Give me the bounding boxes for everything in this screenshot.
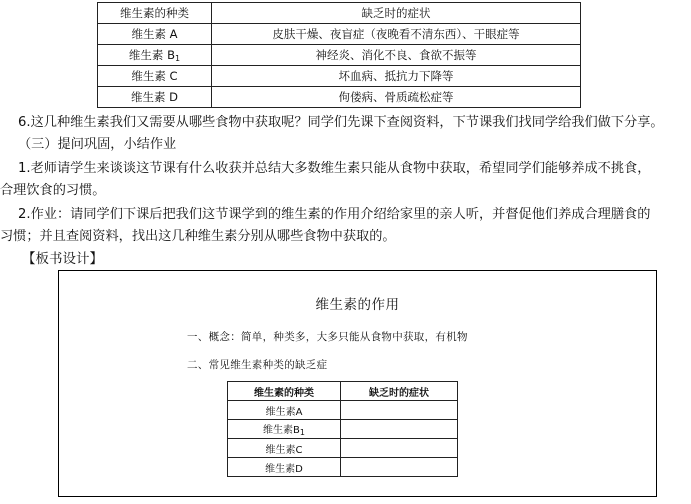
section-heading-3: （三）提问巩固，小结作业: [18, 137, 177, 152]
symptom-cell: 坏血病、抵抗力下降等: [212, 66, 581, 87]
column-header-type: 维生素的种类: [98, 3, 212, 24]
table-row: [228, 420, 458, 439]
table-header-row: [98, 3, 581, 24]
paragraph-1-line-2: 合理饮食的习惯。: [0, 183, 106, 198]
paragraph-2-line-2: 习惯；并且查阅资料，找出这几种维生素分别从哪些食物中获取的。: [0, 229, 396, 244]
table-row: [98, 45, 581, 66]
board-design-frame: [58, 270, 657, 497]
table-row: [228, 458, 458, 477]
board-vitamin-table: [227, 381, 458, 477]
paragraph-1-line-1: 1.老师请学生来谈谈这节课有什么收获并总结大多数维生素只能从食物中获取，希望同学们能够养成不挑食，: [18, 161, 651, 176]
vitamin-name-cell: 维生素 D: [98, 87, 212, 108]
symptom-cell: 佝偻病、骨质疏松症等: [212, 87, 581, 108]
empty-symptom-cell: [341, 458, 458, 477]
paragraph-2-line-1: 2.作业：请同学们下课后把我们这节课学到的维生素的作用介绍给家里的亲人听，并督促他们养成合理膳食的: [18, 207, 651, 222]
vitamin-name-cell: 维生素$B_1$: [228, 420, 341, 439]
table-row: [98, 87, 581, 108]
column-header-type: 维生素的种类: [228, 382, 341, 401]
column-header-symptom: 缺乏时的症状: [212, 3, 581, 24]
empty-symptom-cell: [341, 420, 458, 439]
vitamin-name-cell: 维生素 C: [98, 66, 212, 87]
vitamin-deficiency-table: [97, 2, 581, 108]
empty-symptom-cell: [341, 439, 458, 458]
board-title: 维生素的作用: [315, 297, 400, 313]
table-row: [98, 24, 581, 45]
board-line-deficiency: 二、常见维生素种类的缺乏症: [187, 359, 328, 371]
table-row: [228, 439, 458, 458]
symptom-cell: 神经炎、消化不良、食欲不振等: [212, 45, 581, 66]
column-header-symptom: 缺乏时的症状: [341, 382, 458, 401]
table-header-row: [228, 382, 458, 401]
empty-symptom-cell: [341, 401, 458, 420]
paragraph-6: 6.这几种维生素我们又需要从哪些食物中获取呢？同学们先课下查阅资料，下节课我们找同学给我们做下分享。: [18, 115, 664, 130]
vitamin-name-cell: 维生素D: [228, 458, 341, 477]
table-row: [98, 66, 581, 87]
vitamin-name-cell: 维生素 A: [98, 24, 212, 45]
board-design-heading: 【板书设计】: [22, 251, 103, 267]
vitamin-name-cell: 维生素A: [228, 401, 341, 420]
vitamin-name-cell: 维生素 $B_1$: [98, 45, 212, 66]
vitamin-name-cell: 维生素C: [228, 439, 341, 458]
table-row: [228, 401, 458, 420]
symptom-cell: 皮肤干燥、夜盲症（夜晚看不清东西）、干眼症等: [212, 24, 581, 45]
board-line-concept: 一、概念：简单，种类多，大多只能从食物中获取，有机物: [187, 331, 468, 343]
